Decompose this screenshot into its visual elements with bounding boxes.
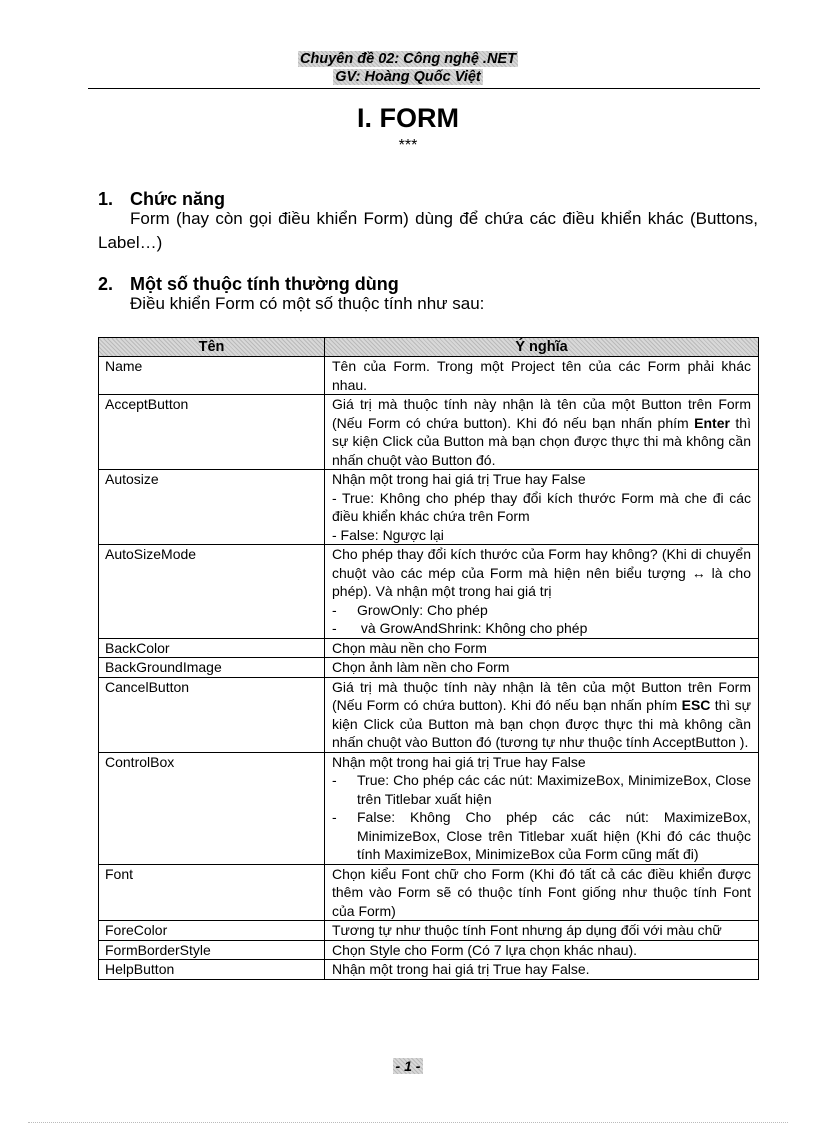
column-header-name: Tên <box>99 338 325 357</box>
section-2-text: Điều khiển Form có một số thuộc tính như sau: <box>130 294 485 313</box>
property-description: Tương tự như thuộc tính Font nhưng áp dụng đối với màu chữ <box>325 921 759 941</box>
property-name: AcceptButton <box>99 395 325 470</box>
property-description <box>325 470 759 545</box>
item-text: GrowOnly: Cho phép <box>357 601 488 618</box>
property-name: CancelButton <box>99 677 325 752</box>
property-name: Autosize <box>99 470 325 545</box>
item-text: False: Không Cho phép các các nút: MaximizeBox, MinimizeBox, Close trên Titlebar xuất hiện (Khi đó các thuộc tính MaximizeBox, MinimizeBox của Form cũng mất đi) <box>357 809 751 862</box>
page-number <box>0 1057 816 1075</box>
description-text: Nhận một trong hai giá trị True hay False <box>332 753 586 770</box>
key-name: Enter <box>694 414 730 431</box>
table-row <box>99 940 759 960</box>
description-item: - False: Không Cho phép các các nút: MaximizeBox, MinimizeBox, Close trên Titlebar xuất hiện (Khi đó các thuộc tính MaximizeBox, MinimizeBox của Form cũng mất đi) <box>332 809 751 862</box>
header-teacher: GV: Hoàng Quốc Việt <box>335 69 481 85</box>
table-row <box>99 545 759 639</box>
property-name: ForeColor <box>99 921 325 941</box>
item-text: và GrowAndShrink: Không cho phép <box>357 620 588 636</box>
section-2-title: Một số thuộc tính thường dùng <box>130 274 399 294</box>
column-header-meaning: Ý nghĩa <box>325 338 759 357</box>
property-name: BackColor <box>99 638 325 658</box>
title-ornament: *** <box>398 137 418 154</box>
property-description: Chọn ảnh làm nền cho Form <box>325 658 759 678</box>
header-course: Chuyên đề 02: Công nghệ .NET <box>300 51 516 67</box>
property-name: Font <box>99 864 325 921</box>
table-row <box>99 921 759 941</box>
property-name: BackGroundImage <box>99 658 325 678</box>
property-description <box>325 752 759 864</box>
property-description: Chọn kiểu Font chữ cho Form (Khi đó tất cả các điều khiển được thêm vào Form sẽ có thuộc tính Font giống như thuộc tính Font của Form) <box>325 864 759 921</box>
table-row <box>99 960 759 980</box>
table-header-row <box>99 338 759 357</box>
description-line: - False: Ngược lại <box>332 526 444 543</box>
description-line: Nhận một trong hai giá trị True hay False <box>332 471 586 487</box>
property-description: Chọn Style cho Form (Có 7 lựa chọn khác nhau). <box>325 940 759 960</box>
table-row <box>99 677 759 752</box>
section-1-text: Form (hay còn gọi điều khiển Form) dùng để chứa các điều khiển khác (Buttons, Label…) <box>98 209 758 252</box>
property-name: HelpButton <box>99 960 325 980</box>
table-row <box>99 357 759 395</box>
property-description: Chọn màu nền cho Form <box>325 638 759 658</box>
page-title: I. FORM <box>357 103 459 133</box>
property-description <box>325 395 759 470</box>
property-description <box>325 545 759 639</box>
section-1-number: 1. <box>98 189 114 209</box>
property-description: Nhận một trong hai giá trị True hay False. <box>325 960 759 980</box>
description-item: - và GrowAndShrink: Không cho phép <box>332 620 588 636</box>
table-row <box>99 470 759 545</box>
property-name: ControlBox <box>99 752 325 864</box>
description-text: thì sự kiện Click của Button mà bạn chọn được thực thi mà không cần nhấn chuột vào Button đó (tương tự như thuộc tính AcceptButton ). <box>332 697 751 750</box>
property-description: Tên của Form. Trong một Project tên của các Form phải khác nhau. <box>325 357 759 395</box>
table-row <box>99 395 759 470</box>
page-number-label: - 1 - <box>393 1058 424 1074</box>
page-header <box>0 50 816 86</box>
table-row <box>99 638 759 658</box>
description-text: Giá trị mà thuộc tính này nhận là tên của một Button trên Form (Nếu Form có chứa button). Khi đó nếu bạn nhấn phím <box>332 396 751 431</box>
table-row <box>99 864 759 921</box>
description-text: Cho phép thay đổi kích thước của Form hay không? (Khi di chuyển chuột vào các mép của Form mà hiện nên biểu tượng ↔ là cho phép). Và nhận một trong hai giá trị <box>332 546 751 599</box>
property-name: Name <box>99 357 325 395</box>
property-description <box>325 677 759 752</box>
properties-table <box>98 337 759 980</box>
description-text: thì sự kiện Click của Button mà bạn chọn được thực thi mà không cần nhấn chuột vào Button đó. <box>332 414 751 468</box>
item-text: True: Cho phép các các nút: MaximizeBox, MinimizeBox, Close trên Titlebar xuất hiện <box>357 772 751 807</box>
table-row <box>99 658 759 678</box>
section-1-title: Chức năng <box>130 189 226 209</box>
description-item: - True: Cho phép các các nút: MaximizeBox, MinimizeBox, Close trên Titlebar xuất hiện <box>332 772 751 807</box>
section-2-number: 2. <box>98 274 114 294</box>
description-item: - GrowOnly: Cho phép <box>332 601 488 618</box>
header-divider <box>88 88 760 89</box>
description-text: Giá trị mà thuộc tính này nhận là tên của một Button trên Form (Nếu Form có chứa button). Khi đó nếu bạn nhấn phím <box>332 678 751 713</box>
key-name: ESC <box>681 697 711 713</box>
property-name: FormBorderStyle <box>99 940 325 960</box>
table-row <box>99 752 759 864</box>
property-name: AutoSizeMode <box>99 545 325 639</box>
description-line: - True: Không cho phép thay đổi kích thước Form mà che đi các điều khiển khác chứa trên Form <box>332 489 751 524</box>
